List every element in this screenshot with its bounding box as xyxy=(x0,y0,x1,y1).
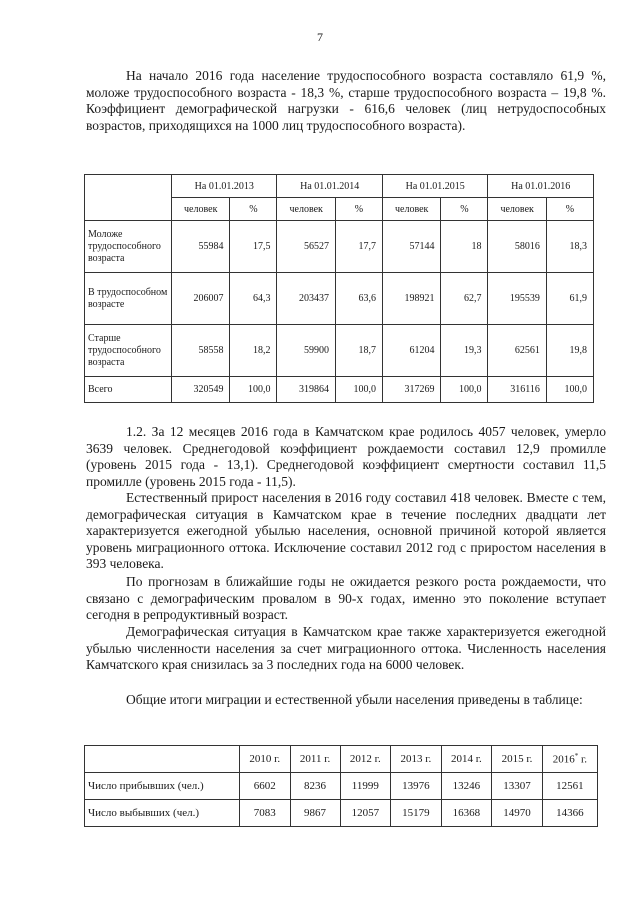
table-row-total xyxy=(85,377,594,403)
table-cell: 17,7 xyxy=(335,221,382,273)
table-cell: 14366 xyxy=(542,800,597,827)
date-header: На 01.01.2014 xyxy=(277,175,382,198)
table-cell: 15179 xyxy=(391,800,442,827)
page-number: 7 xyxy=(317,30,323,44)
subheader-percent: % xyxy=(441,198,488,221)
paragraph-forecast: По прогнозам в ближайшие годы не ожидается резкого роста рождаемости, что связано с демографическим провалом в 90-х годах, именно это поколение вступает сегодня в репродуктивный возраст. xyxy=(86,574,606,622)
subheader-people: человек xyxy=(382,198,440,221)
subheader-people: человек xyxy=(172,198,230,221)
table-cell: 57144 xyxy=(382,221,440,273)
table-cell: 317269 xyxy=(382,377,440,403)
table-cell: 7083 xyxy=(240,800,291,827)
subheader-people: человек xyxy=(277,198,335,221)
table-cell: 56527 xyxy=(277,221,335,273)
year-label: 2016 xyxy=(552,753,575,766)
table-cell: 14970 xyxy=(492,800,543,827)
table-cell: 63,6 xyxy=(335,273,382,325)
table-cell: 18,7 xyxy=(335,325,382,377)
table-cell: 9867 xyxy=(290,800,340,827)
subheader-percent: % xyxy=(335,198,382,221)
row-label: Число выбывших (чел.) xyxy=(85,800,240,827)
paragraph-table-intro: Общие итоги миграции и естественной убыли населения приведены в таблице: xyxy=(126,692,583,707)
year-header: 2011 г. xyxy=(290,746,340,773)
table-header-row xyxy=(85,175,594,198)
table-cell: 16368 xyxy=(441,800,492,827)
table-cell: 19,3 xyxy=(441,325,488,377)
table-cell: 100,0 xyxy=(230,377,277,403)
table-row xyxy=(85,273,594,325)
row-label: Всего xyxy=(85,377,172,403)
year-header: 2014 г. xyxy=(441,746,492,773)
table-cell: 18 xyxy=(441,221,488,273)
row-label: Моложе трудоспособного возраста xyxy=(85,221,172,273)
table-cell: 12057 xyxy=(340,800,391,827)
table-cell: 100,0 xyxy=(335,377,382,403)
table-cell: 11999 xyxy=(340,773,391,800)
table-cell: 13307 xyxy=(492,773,543,800)
paragraph-working-age: На начало 2016 года население трудоспособного возраста составляло 61,9 %, моложе трудоспособного возраста - 18,3 %, старше трудоспособного возраста – 19,8 %. Коэффициент демографической нагрузки - 616,6 человек (лиц нетрудоспособных возрастов, приходящихся на 1000 лиц трудоспособного возраста). xyxy=(86,68,606,133)
row-label: В трудоспособном возрасте xyxy=(85,273,172,325)
table-cell: 64,3 xyxy=(230,273,277,325)
table-cell: 8236 xyxy=(290,773,340,800)
table-cell: 58558 xyxy=(172,325,230,377)
table-cell: 100,0 xyxy=(441,377,488,403)
footnote-mark: * xyxy=(574,752,579,761)
table-corner-cell xyxy=(85,175,172,221)
table-cell: 62,7 xyxy=(441,273,488,325)
table-cell: 319864 xyxy=(277,377,335,403)
table-cell: 61204 xyxy=(382,325,440,377)
table-cell: 206007 xyxy=(172,273,230,325)
table-cell: 195539 xyxy=(488,273,546,325)
paragraph-births-deaths: 1.2. За 12 месяцев 2016 года в Камчатском крае родилось 4057 человек, умерло 3639 человек. Среднегодовой коэффициент рождаемости составил 12,9 промилле (уровень 2015 года - 13,1). Среднегодовой коэффициент смертности составил 11,5 промилле (уровень 2015 года - 11,5). xyxy=(86,424,606,489)
migration-table xyxy=(84,745,598,827)
subheader-percent: % xyxy=(230,198,277,221)
table-cell: 59900 xyxy=(277,325,335,377)
year-suffix: г. xyxy=(578,753,587,766)
year-header: 2012 г. xyxy=(340,746,391,773)
table-row xyxy=(85,800,598,827)
year-header: 2010 г. xyxy=(240,746,291,773)
table-cell: 198921 xyxy=(382,273,440,325)
table-cell: 13976 xyxy=(391,773,442,800)
year-header: 2015 г. xyxy=(492,746,543,773)
table-cell: 100,0 xyxy=(546,377,593,403)
table-cell: 58016 xyxy=(488,221,546,273)
table-cell: 18,2 xyxy=(230,325,277,377)
table-row xyxy=(85,773,598,800)
date-header: На 01.01.2013 xyxy=(172,175,277,198)
subheader-people: человек xyxy=(488,198,546,221)
table-cell: 320549 xyxy=(172,377,230,403)
date-header: На 01.01.2016 xyxy=(488,175,594,198)
table-cell: 6602 xyxy=(240,773,291,800)
row-label: Старше трудоспособного возраста xyxy=(85,325,172,377)
year-header: 2013 г. xyxy=(391,746,442,773)
table-cell: 13246 xyxy=(441,773,492,800)
table-row xyxy=(85,325,594,377)
table-cell: 18,3 xyxy=(546,221,593,273)
paragraph-natural-growth: Естественный прирост населения в 2016 году составил 418 человек. Вместе с тем, демографическая ситуация в Камчатском крае в течение последних двадцати лет характеризуется ежегодной убылью населения, основной причиной которой является уровень миграционного оттока. Исключение составил 2012 год с приростом населения в 393 человека. xyxy=(86,490,606,571)
table-cell: 62561 xyxy=(488,325,546,377)
subheader-percent: % xyxy=(546,198,593,221)
table-cell: 17,5 xyxy=(230,221,277,273)
date-header: На 01.01.2015 xyxy=(382,175,487,198)
table-cell: 19,8 xyxy=(546,325,593,377)
paragraph-migration: Демографическая ситуация в Камчатском крае также характеризуется ежегодной убылью численности населения за счет миграционного оттока. Численность населения Камчатского края снизилась за 3 последних года на 6000 человек. xyxy=(86,624,606,672)
population-age-table xyxy=(84,174,594,403)
table-cell: 61,9 xyxy=(546,273,593,325)
table-corner-cell xyxy=(85,746,240,773)
year-header xyxy=(542,746,597,773)
table-cell: 316116 xyxy=(488,377,546,403)
table-row xyxy=(85,221,594,273)
table-cell: 12561 xyxy=(542,773,597,800)
table-header-row xyxy=(85,746,598,773)
table-cell: 55984 xyxy=(172,221,230,273)
row-label: Число прибывших (чел.) xyxy=(85,773,240,800)
table-cell: 203437 xyxy=(277,273,335,325)
